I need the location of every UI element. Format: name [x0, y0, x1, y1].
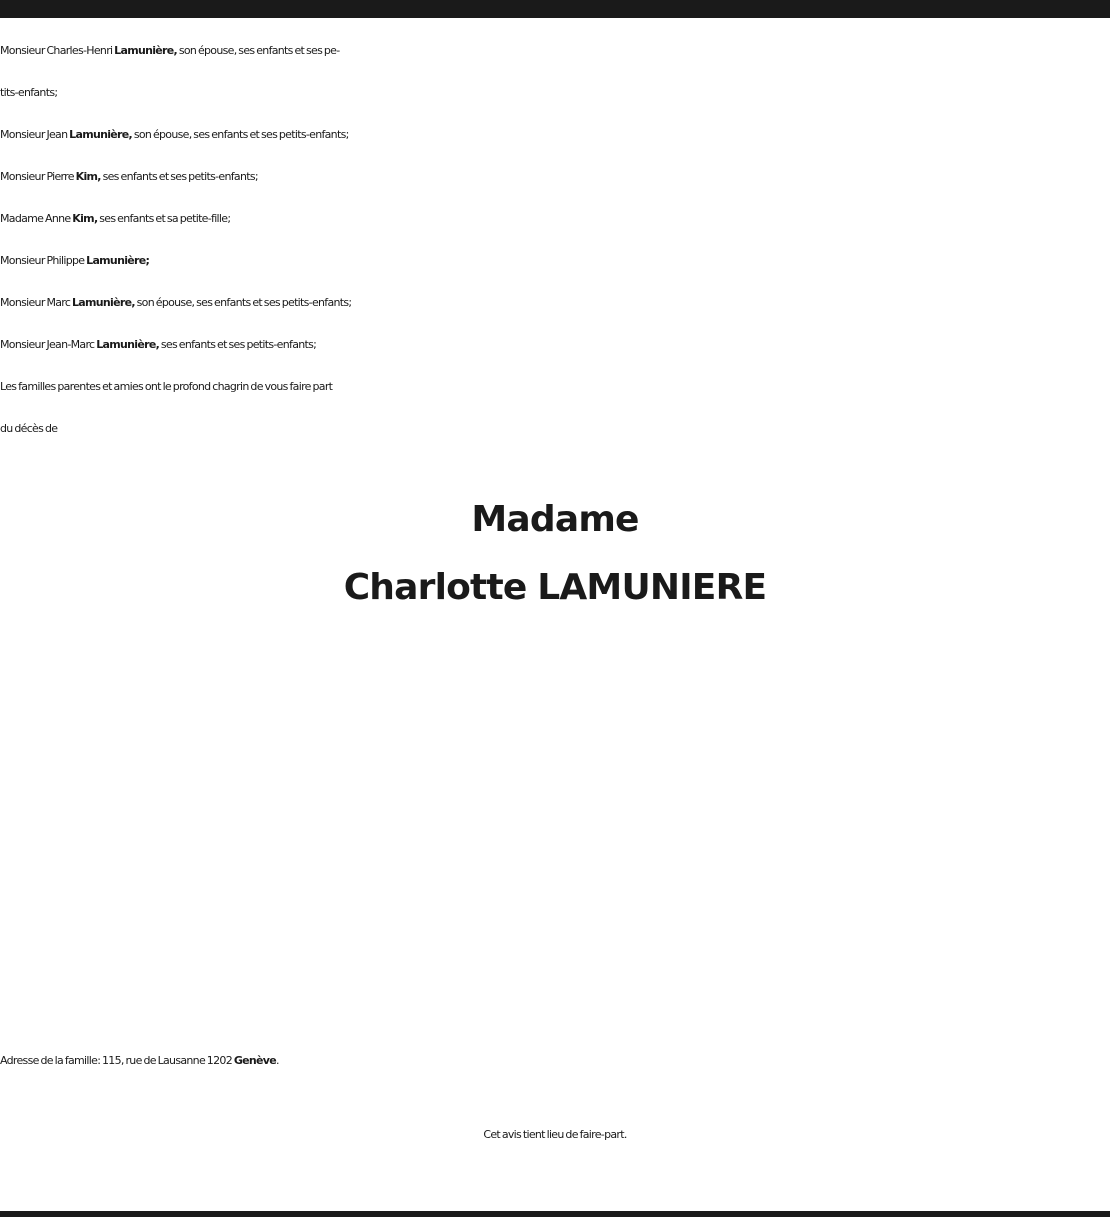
family-line-surname: Lamunière,	[96, 338, 160, 351]
family-address	[0, 1040, 1110, 1082]
top-rule	[0, 0, 1110, 18]
family-line-prefix: Monsieur Marc	[0, 296, 72, 309]
family-line	[0, 198, 1110, 240]
family-line-prefix: Monsieur Philippe	[0, 254, 87, 267]
paragraph-line	[0, 664, 1110, 706]
intro-line: Les familles parentes et amies ont le profond chagrin de vous faire part	[0, 380, 333, 393]
family-line-prefix: Monsieur Jean-Marc	[0, 338, 97, 351]
family-line-surname: Lamunière,	[114, 44, 178, 57]
deceased-name: Charlotte LAMUNIERE	[343, 567, 767, 608]
family-line-rest: son épouse, ses enfants et ses petits-enfants;	[132, 128, 349, 141]
address-end: .	[276, 1054, 279, 1067]
family-line-rest: ses enfants et ses petits-enfants;	[159, 338, 317, 351]
family-line-surname: Lamunière;	[86, 254, 150, 267]
family-line	[0, 324, 1110, 366]
family-line-prefix: Monsieur Pierre	[0, 170, 76, 183]
intro-line: du décès de	[0, 422, 58, 435]
address-city: Genève	[233, 1054, 277, 1067]
family-line-rest: son épouse, ses enfants et ses petits-enfants;	[134, 296, 352, 309]
paragraph-line	[0, 926, 1110, 968]
family-list	[0, 30, 1110, 366]
obituary-notice	[0, 30, 1110, 1156]
family-line-prefix: Madame Anne	[0, 212, 73, 225]
family-line	[0, 156, 1110, 198]
family-line	[0, 282, 1110, 324]
family-line-surname: Lamunière,	[72, 296, 135, 309]
family-line-rest: ses enfants et ses petits-enfants;	[100, 170, 258, 183]
paragraph-line	[0, 748, 1110, 790]
paragraph-line	[0, 968, 1110, 1010]
family-line	[0, 114, 1110, 156]
family-line	[0, 30, 1110, 72]
family-line-surname: Kim,	[72, 212, 98, 225]
family-line-prefix: Monsieur Charles-Henri	[0, 44, 115, 57]
family-line-rest: son épouse, ses enfants et ses pe-	[177, 44, 340, 57]
donation-paragraph	[0, 926, 1110, 1010]
mass-paragraph	[0, 816, 1110, 900]
relationship-paragraph	[0, 664, 1110, 790]
family-line-surname: Lamunière,	[69, 128, 133, 141]
paragraph-line	[0, 858, 1110, 900]
family-line-prefix: tits-enfants;	[0, 86, 58, 99]
paragraph-line	[0, 706, 1110, 748]
paragraph-line	[0, 816, 1110, 858]
deceased-name-heading	[0, 486, 1110, 622]
family-line	[0, 72, 1110, 114]
closing-note: Cet avis tient lieu de faire-part.	[483, 1128, 627, 1141]
family-line-prefix: Monsieur Jean	[0, 128, 70, 141]
family-line-rest: ses enfants et sa petite-fille;	[97, 212, 231, 225]
family-line-surname: Kim,	[75, 170, 101, 183]
family-line	[0, 240, 1110, 282]
bottom-rule	[0, 1211, 1110, 1217]
deceased-title: Madame	[471, 499, 639, 540]
address-label: Adresse de la famille: 115, rue de Lausanne 1202	[0, 1054, 234, 1067]
intro-text	[0, 366, 1110, 450]
